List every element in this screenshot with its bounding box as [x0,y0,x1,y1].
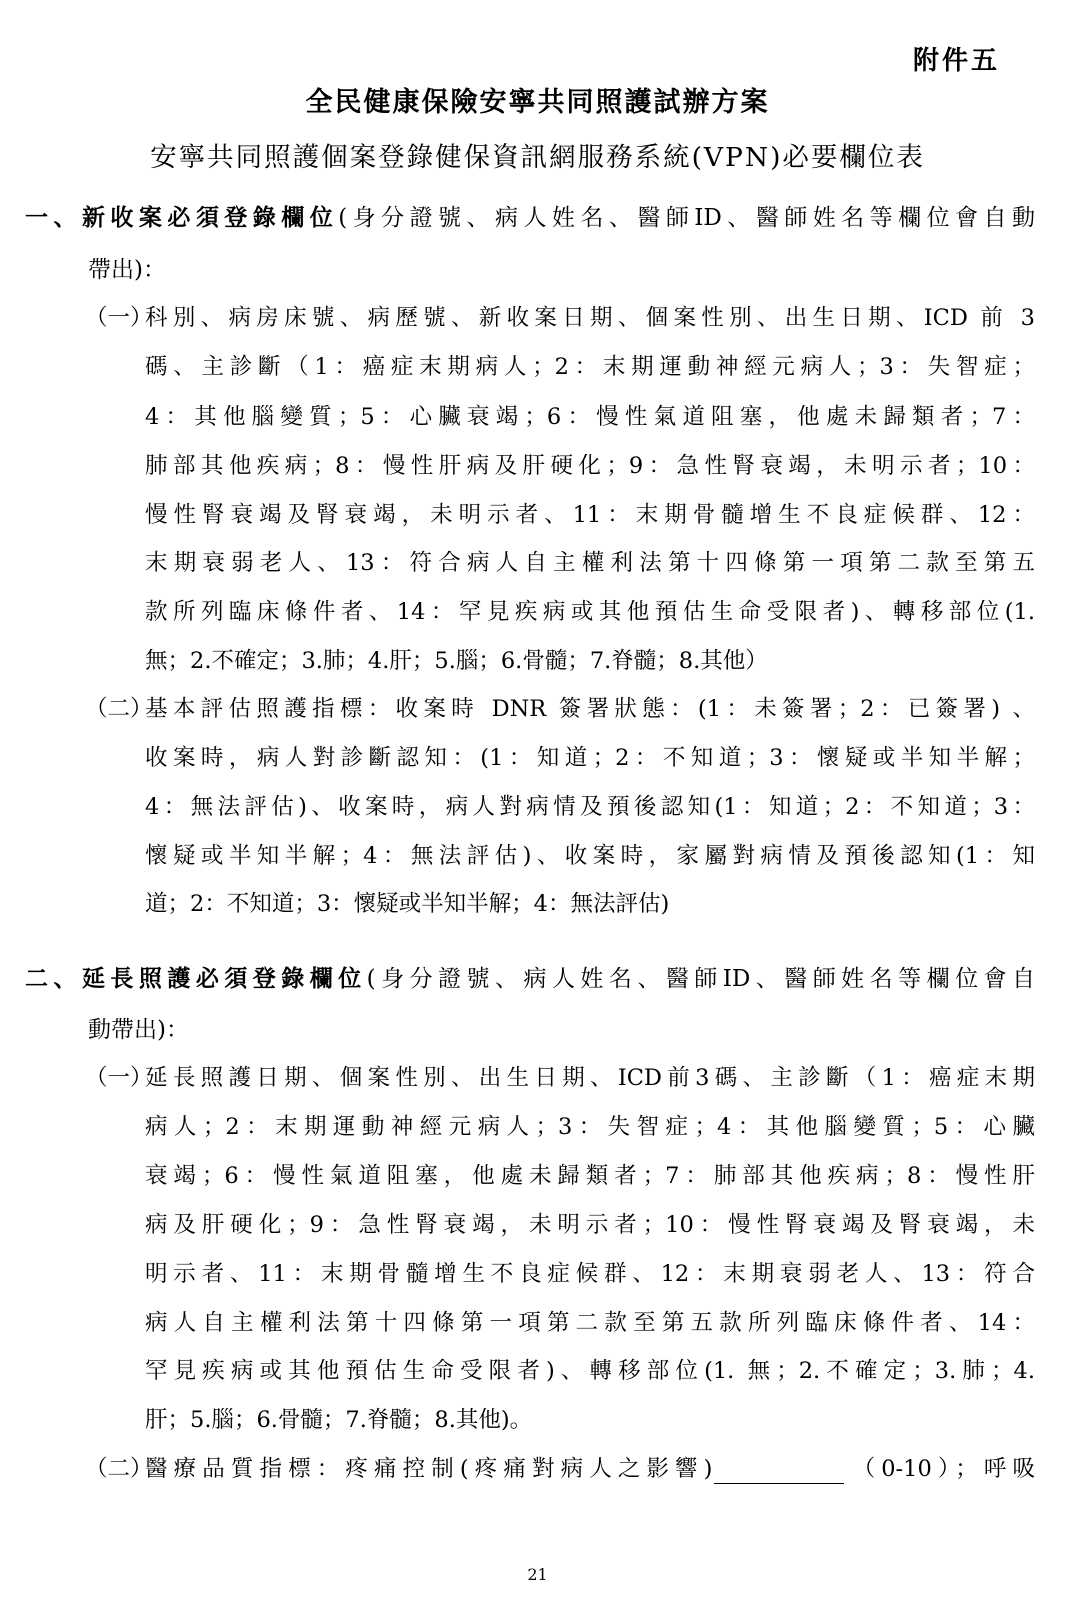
section1-item1-line: 款所列臨床條件者、14：罕見疾病或其他預估生命受限者)、轉移部位(1. [145,599,1035,625]
section1-item1-line: 末期衰弱老人、13：符合病人自主權利法第十四條第一項第二款至第五 [145,550,1035,576]
document-subtitle: 安寧共同照護個案登錄健保資訊網服務系統(VPN)必要欄位表 [150,142,925,173]
section1-item1-line: 碼、主診斷（1：癌症末期病人；2：末期運動神經元病人；3：失智症； [145,354,1035,380]
section1-item2-line: 基本評估照護指標：收案時 DNR 簽署狀態：(1：未簽署；2：已簽署) 、 [145,696,1035,722]
section1-heading-cont: 帶出)： [88,257,166,283]
section1-item1-label: （一） [85,305,153,331]
section2-heading-rest: (身分證號、病人姓名、醫師ID、醫師姓名等欄位會自 [366,966,1036,992]
section2-item1-line: 明示者、11：末期骨髓增生不良症候群、12：末期衰弱老人、13：符合 [145,1261,1035,1287]
section1-item2-line: 4：無法評估)、收案時，病人對病情及預後認知(1：知道；2：不知道；3： [145,794,1035,820]
section1-heading-bold: 一、新收案必須登錄欄位 [25,205,339,231]
section2-item1-label: （一） [85,1065,153,1091]
section1-item1-line: 無；2.不確定；3.肺；4.肝；5.腦；6.骨髓；7.脊髓；8.其他） [145,648,768,674]
section1-item1-line: 肺部其他疾病；8：慢性肝病及肝硬化；9：急性腎衰竭，未明示者；10： [145,453,1035,479]
section2-item1-line: 病人；2：末期運動神經元病人；3：失智症；4：其他腦變質；5：心臟 [145,1114,1035,1140]
section2-heading-bold: 二、延長照護必須登錄欄位 [25,966,367,992]
section2-item1-line: 延長照護日期、個案性別、出生日期、ICD前3碼、主診斷（1：癌症末期 [145,1065,1035,1091]
section2-heading-cont: 動帶出)： [88,1017,189,1043]
page-number: 21 [527,1565,548,1584]
section2-item2-label: （二） [85,1456,153,1482]
section1-item2-line: 道；2：不知道；3：懷疑或半知半解；4：無法評估) [145,891,670,917]
section1-item1-line: 慢性腎衰竭及腎衰竭，未明示者、11：末期骨髓增生不良症候群、12： [145,502,1035,528]
pain-scale-text: （0-10）；呼吸 [846,1456,1035,1482]
section1-heading-rest: (身分證號、病人姓名、醫師ID、醫師姓名等欄位會自動 [338,205,1036,231]
section2-item1-line: 肝；5.腦；6.骨髓；7.脊髓；8.其他)。 [145,1407,533,1433]
section1-item1-line: 4：其他腦變質；5：心臟衰竭；6：慢性氣道阻塞，他處未歸類者；7： [145,404,1035,430]
section1-item2-label: （二） [85,696,153,722]
section1-item2-line: 收案時，病人對診斷認知：(1：知道；2：不知道；3：懷疑或半知半解； [145,745,1035,771]
pain-control-text: 醫療品質指標：疼痛控制(疼痛對病人之影響) [145,1456,713,1482]
section2-item1-line: 病人自主權利法第十四條第一項第二款至第五款所列臨床條件者、14： [145,1310,1035,1336]
pain-score-blank [714,1461,844,1484]
section2-item1-line: 衰竭；6：慢性氣道阻塞，他處未歸類者；7：肺部其他疾病；8：慢性肝 [145,1163,1035,1189]
section1-item2-line: 懷疑或半知半解；4：無法評估)、收案時，家屬對病情及預後認知(1：知 [145,843,1035,869]
section1-heading [25,202,1035,234]
section1-item1-line: 科別、病房床號、病歷號、新收案日期、個案性別、出生日期、ICD 前 3 [145,305,1035,331]
section2-item2-line [145,1454,1035,1484]
document-title: 全民健康保險安寧共同照護試辦方案 [305,87,770,118]
section2-heading [25,963,1035,995]
annex-label: 附件五 [912,46,1000,76]
section2-item1-line: 罕見疾病或其他預估生命受限者)、轉移部位(1. 無；2.不確定；3.肺；4. [145,1358,1035,1384]
section2-item1-line: 病及肝硬化；9：急性腎衰竭，未明示者；10：慢性腎衰竭及腎衰竭，未 [145,1212,1035,1238]
